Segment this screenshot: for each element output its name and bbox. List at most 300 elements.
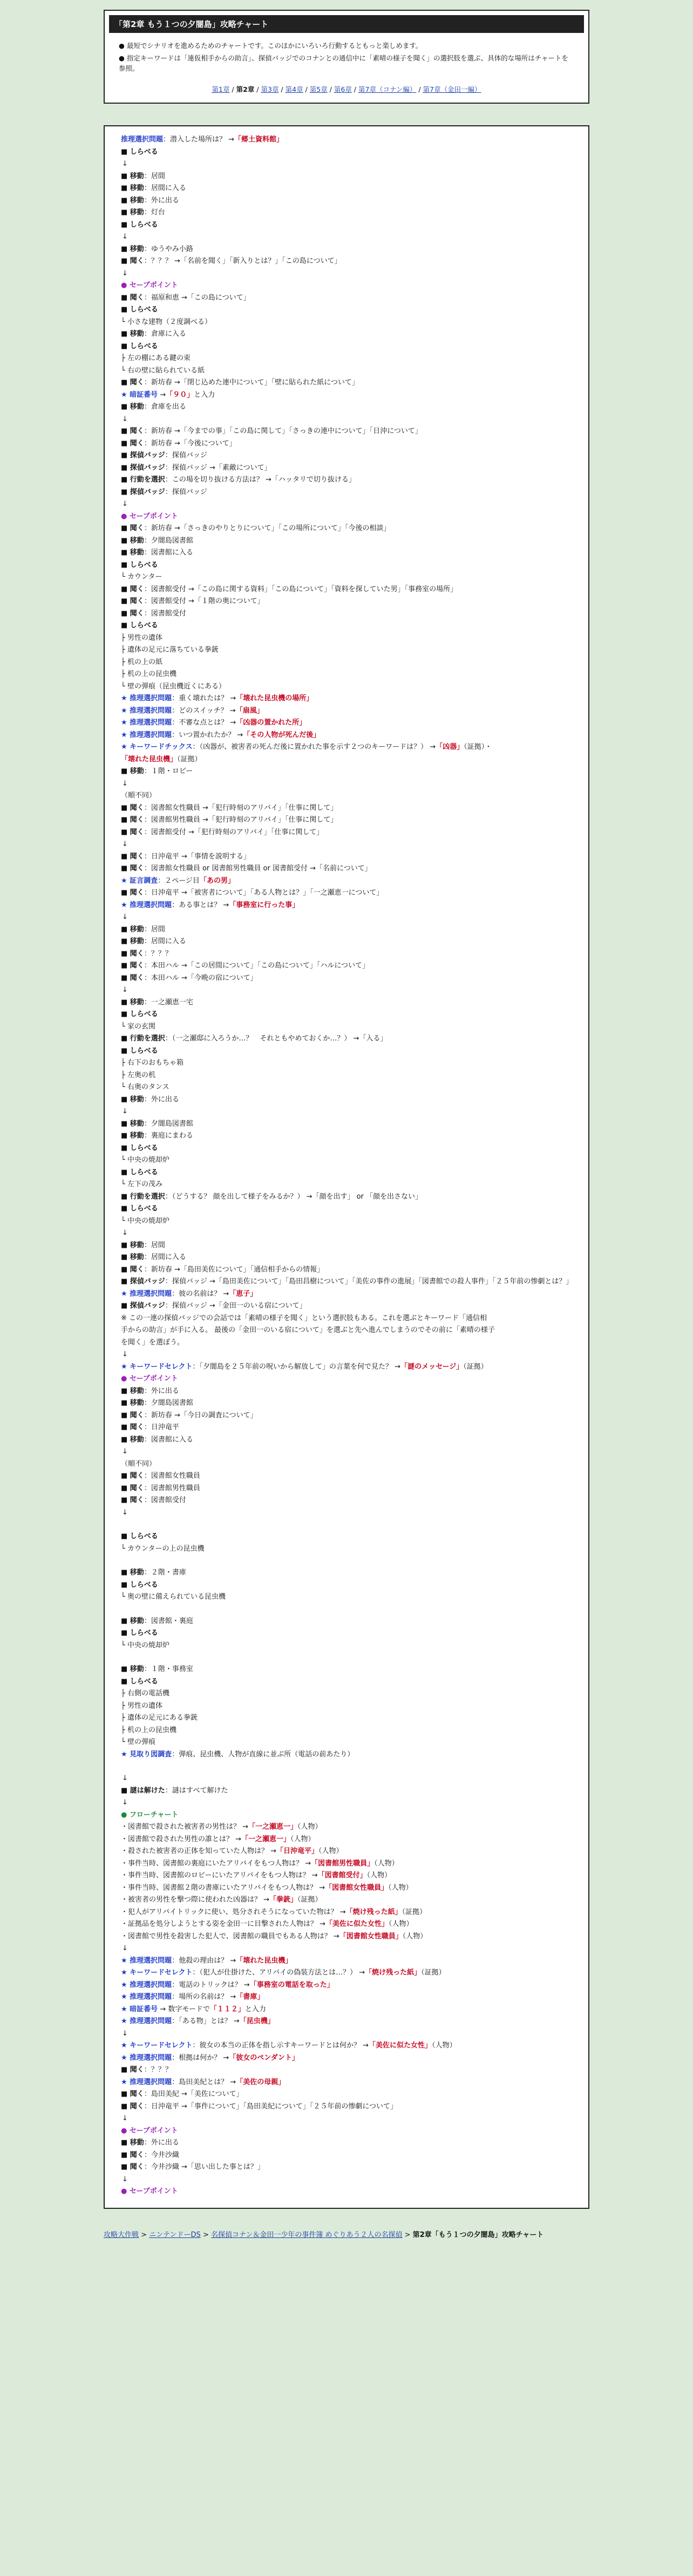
action-kind: ■ 聞く bbox=[121, 524, 144, 532]
chapter-link[interactable]: 第7章（金田一編） bbox=[423, 85, 481, 93]
flowchart-question: ・被害者の男性を撃つ際に使われた凶器は？ → bbox=[121, 1896, 270, 1904]
chart-line-detail: └ 右奥のタンス bbox=[121, 1083, 169, 1091]
chart-line-action bbox=[121, 425, 575, 438]
action-detail: ：図書館受付 bbox=[144, 1496, 186, 1504]
puzzle-kind: ★ キーワードセレクト bbox=[121, 1969, 193, 1977]
action-kind: ■ 移動 bbox=[121, 2139, 144, 2147]
action-detail: ：日沖竜平 bbox=[144, 1423, 179, 1431]
puzzle-answer: 「郷土資料館」 bbox=[234, 136, 284, 144]
action-kind: ■ 聞く bbox=[121, 257, 144, 265]
action-kind: ■ 聞く bbox=[121, 2151, 144, 2159]
action-kind: ■ 行動を選択 bbox=[121, 1192, 165, 1201]
chapter-current: 第2章 bbox=[236, 85, 255, 93]
chart-line-puzzle bbox=[121, 2052, 575, 2065]
chart-line-action bbox=[121, 2137, 575, 2149]
chart-line-action bbox=[121, 1397, 575, 1410]
action-detail: ：夕闇島図書館 bbox=[144, 1119, 193, 1128]
chart-line-puzzle bbox=[121, 1979, 575, 1992]
flowchart-item bbox=[121, 1821, 575, 1834]
action-detail: ：本田ハル →「この居間について」「この島について」「ハルについて」 bbox=[144, 962, 370, 970]
action-detail: ：外に出る bbox=[144, 196, 179, 205]
chart-line-action bbox=[121, 1785, 575, 1797]
action-detail: ：倉庫を出る bbox=[144, 403, 186, 411]
flow-arrow: ↓ bbox=[122, 840, 128, 848]
chapter-nav: 第1章 / 第2章 / 第3章 / 第4章 / 第5章 / 第6章 / 第7章（コナン編） / 第7章（金田一編） bbox=[212, 85, 481, 93]
flowchart-item bbox=[121, 1845, 575, 1858]
action-detail: ：図書館・裏庭 bbox=[144, 1617, 193, 1625]
chart-line-action bbox=[121, 474, 575, 486]
action-detail: ：図書館女性職員 or 図書館男性職員 or 図書館受付 →「名前について」 bbox=[144, 864, 372, 873]
flowchart-question: ・事件当時、図書館の裏庭にいたアリバイをもつ人物は？ → bbox=[121, 1859, 311, 1868]
action-kind: ■ 移動 bbox=[121, 184, 144, 192]
puzzle-question: ：潜入した場所は？ → bbox=[163, 136, 235, 144]
puzzle-kind: ★ 推理選択問題 bbox=[121, 2078, 172, 2086]
chart-line-investigate: ■ しらべる bbox=[121, 342, 158, 350]
chart-line-action bbox=[121, 936, 575, 948]
puzzle-note: と入力 bbox=[244, 2005, 266, 2013]
puzzle-kind: ★ 暗証番号 bbox=[121, 2005, 158, 2013]
action-kind: ■ 移動 bbox=[121, 1665, 144, 1673]
action-detail: ：外に出る bbox=[144, 2139, 179, 2147]
chart-line-detail: ├ 男性の遺体 bbox=[121, 1701, 162, 1710]
flow-arrow: ↓ bbox=[122, 1944, 128, 1952]
chart-line-detail: ├ 机の上の昆虫機 bbox=[121, 1726, 176, 1734]
flowchart-question: ・図書館で殺された被害者の男性は？ → bbox=[121, 1823, 249, 1831]
action-detail: ：（どうする？ 顔を出して様子をみるか？） →「顔を出す」 or 「顔を出さない」 bbox=[165, 1192, 423, 1201]
action-detail: ：島田美紀 →「美佐について」 bbox=[144, 2090, 243, 2098]
action-kind: ■ 移動 bbox=[121, 196, 144, 205]
puzzle-kind: ★ 暗証番号 bbox=[121, 390, 158, 399]
chart-line-action bbox=[121, 887, 575, 900]
action-detail: ：１階・事務室 bbox=[144, 1665, 193, 1673]
action-detail: ：図書館受付 →「この島に関する資料」「この島について」「資料を探していた男」「事務室の場所」 bbox=[144, 585, 458, 593]
chart-line-detail: を聞く」を選ぼう。 bbox=[121, 1338, 185, 1347]
chart-line-detail: ├ 右下のおもちゃ箱 bbox=[121, 1059, 184, 1067]
chart-line-puzzle bbox=[121, 693, 575, 705]
chart-line-detail: └ 中央の焼却炉 bbox=[121, 1156, 169, 1164]
chart-line-detail: └ 家の玄関 bbox=[121, 1022, 155, 1031]
action-detail: ：？？？ bbox=[144, 949, 172, 958]
chapter-link[interactable]: 第3章 bbox=[261, 85, 279, 93]
chart-line-detail: ※ この一連の探偵バッジでの会話では「素晴の様子を聞く」という選択肢もある。これを選ぶとキーワード「通信相 bbox=[121, 1314, 487, 1322]
action-kind: ■ 聞く bbox=[121, 1265, 144, 1274]
action-kind: ■ 移動 bbox=[121, 536, 144, 545]
flow-arrow: ↓ bbox=[122, 415, 128, 423]
chart-line-action bbox=[121, 1252, 575, 1264]
action-kind: ■ 聞く bbox=[121, 864, 144, 873]
action-detail: ：日沖竜平 →「事件について」「島田美紀について」「２５年前の惨劇について」 bbox=[144, 2102, 398, 2111]
puzzle-kind: ★ 推理選択問題 bbox=[121, 719, 172, 727]
puzzle-kind: ★ 推理選択問題 bbox=[121, 901, 172, 909]
action-kind: ■ 聞く bbox=[121, 889, 144, 897]
puzzle-kind: ★ キーワードセレクト bbox=[121, 1362, 193, 1371]
chart-line-puzzle bbox=[121, 900, 575, 912]
puzzle-answer: 「壊れた昆虫機」 bbox=[121, 755, 178, 763]
breadcrumb bbox=[104, 2230, 589, 2246]
action-detail: ：ゆうやみ小路 bbox=[144, 245, 193, 253]
breadcrumb-separator: > bbox=[139, 2230, 150, 2239]
action-detail: ：福原和恵 →「この島について」 bbox=[144, 293, 250, 302]
chart-line-action bbox=[121, 462, 575, 475]
puzzle-answer: 「美佐に似た女性」 bbox=[369, 2041, 432, 2050]
puzzle-kind: ★ 推理選択問題 bbox=[121, 1980, 172, 1989]
save-point: ● セーブポイント bbox=[121, 281, 178, 289]
chart-line-puzzle bbox=[121, 1955, 575, 1968]
chapter-link[interactable]: 第4章 bbox=[285, 85, 303, 93]
action-detail: ：夕闇島図書館 bbox=[144, 1399, 193, 1407]
page-title: 「第2章 もう１つの夕闇島」攻略チャート bbox=[109, 15, 584, 33]
intro-line: ● 指定キーワードは「連仮相手からの助言」、探偵バッジでのコナンとの通信中に「素晴の様子を聞く」の選択肢を選ぶ、具体的な場所はチャートを参照。 bbox=[119, 54, 568, 72]
action-kind: ■ 探偵バッジ bbox=[121, 463, 165, 472]
save-point: ● セーブポイント bbox=[121, 2187, 178, 2195]
chart-line-detail: └ 壁の弾痕 bbox=[121, 1738, 155, 1746]
puzzle-question: ：弾痕、昆虫機、人物が直線に並ぶ所（電話の前あたり） bbox=[172, 1750, 355, 1759]
chart-line-investigate: ■ しらべる bbox=[121, 147, 158, 156]
chart-line-puzzle bbox=[121, 1991, 575, 2004]
action-detail: ：２階・書庫 bbox=[144, 1568, 186, 1577]
chart-line-investigate: ■ しらべる bbox=[121, 306, 158, 314]
flowchart-item bbox=[121, 1918, 575, 1931]
flow-arrow: ↓ bbox=[122, 2175, 128, 2183]
chart-line-action bbox=[121, 438, 575, 450]
chart-line-detail: （順不同） bbox=[121, 1459, 157, 1468]
puzzle-question: ：不審な点とは？ → bbox=[172, 719, 236, 727]
puzzle-question: ：どのスイッチ？ → bbox=[172, 706, 236, 715]
action-kind: ■ 聞く bbox=[121, 1472, 144, 1480]
chart-line-action bbox=[121, 960, 575, 972]
flowchart-question: ・図書館で殺された男性の誰とは？ → bbox=[121, 1835, 242, 1843]
puzzle-question: ：電話のトリックは？ → bbox=[172, 1980, 250, 1989]
action-kind: ■ 移動 bbox=[121, 1568, 144, 1577]
flowchart-item bbox=[121, 1882, 575, 1895]
action-detail: ：探偵バッジ →「島田美佐について」「島田昌樹について」「美佐の事件の進展」「図書館での殺人事件」「２５年前の惨劇とは？」 bbox=[165, 1277, 573, 1286]
chart-line-detail: └ 小さな建物（２度調べる） bbox=[121, 317, 212, 326]
chart-line-action bbox=[121, 924, 575, 936]
puzzle-answer: 「９０」 bbox=[166, 390, 194, 399]
chapter-link[interactable]: 第1章 bbox=[212, 85, 230, 93]
flowchart-question: ・証拠品を処分しようとする姿を金田一に目撃された人物は？ → bbox=[121, 1920, 326, 1928]
action-detail: ：外に出る bbox=[144, 1387, 179, 1395]
breadcrumb-link[interactable]: 攻略大作戦 bbox=[104, 2230, 139, 2239]
action-kind: ■ 移動 bbox=[121, 549, 144, 557]
puzzle-answer: 「その人物が死んだ後」 bbox=[243, 731, 321, 739]
action-kind: ■ 移動 bbox=[121, 403, 144, 411]
action-kind: ■ 移動 bbox=[121, 925, 144, 934]
action-kind: ■ 聞く bbox=[121, 962, 144, 970]
puzzle-kind: 推理選択問題 bbox=[121, 136, 164, 144]
chart-line-puzzle bbox=[121, 1967, 575, 1979]
action-detail: ：日沖竜平 →「被害者について」「ある人物とは？」「一之瀬恵一について」 bbox=[144, 889, 384, 897]
chart-line-action bbox=[121, 244, 575, 256]
chapter-link[interactable]: 第7章（コナン編） bbox=[358, 85, 417, 93]
chart-line-action bbox=[121, 171, 575, 183]
flow-arrow: ↓ bbox=[122, 1774, 128, 1782]
chart-line-action bbox=[121, 1300, 575, 1313]
chart-line-detail: └ 中央の焼却炉 bbox=[121, 1216, 169, 1225]
flowchart-question: ・事件当時、図書館のロビーにいたアリバイをもつ人物は？ → bbox=[121, 1871, 318, 1879]
action-kind: ■ 移動 bbox=[121, 172, 144, 180]
chart-line-detail: └ 左下の茂み bbox=[121, 1180, 162, 1188]
flowchart-answer: 「図書館受付」 bbox=[317, 1871, 367, 1879]
flowchart-answer: 「焼け残った紙」 bbox=[345, 1908, 402, 1916]
action-kind: ■ 聞く bbox=[121, 973, 144, 982]
action-kind: ■ 聞く bbox=[121, 852, 144, 861]
action-detail: ：図書館女性職員 bbox=[144, 1472, 200, 1480]
chart-line-action bbox=[121, 2101, 575, 2113]
flowchart-item bbox=[121, 1931, 575, 1943]
breadcrumb-separator: > bbox=[402, 2230, 413, 2239]
action-detail: ：探偵バッジ bbox=[165, 451, 207, 459]
chart-line-action bbox=[121, 2064, 575, 2077]
chart-line-investigate: ■ しらべる bbox=[121, 1205, 158, 1213]
puzzle-note: （証拠） bbox=[177, 755, 202, 763]
action-kind: ■ 移動 bbox=[121, 330, 144, 338]
chart-line-investigate: ■ しらべる bbox=[121, 1010, 158, 1018]
flow-arrow: ↓ bbox=[122, 1107, 128, 1115]
chart-line-puzzle bbox=[121, 2004, 575, 2016]
puzzle-kind: ★ 推理選択問題 bbox=[121, 1993, 172, 2001]
puzzle-answer: 「書庫」 bbox=[236, 1993, 264, 2001]
action-detail: ：居間 bbox=[144, 925, 165, 934]
flowchart-answer: 「一之瀬恵一」 bbox=[241, 1835, 291, 1843]
chart-line-puzzle bbox=[121, 2040, 575, 2052]
chart-line-investigate: ■ しらべる bbox=[121, 220, 158, 229]
action-detail: ：探偵バッジ bbox=[165, 488, 207, 496]
action-detail: ：図書館男性職員 →「犯行時刻のアリバイ」「仕事に関して」 bbox=[144, 816, 338, 824]
chart-line-investigate: ■ しらべる bbox=[121, 1168, 158, 1177]
chart-line-investigate: ■ しらべる bbox=[121, 1046, 158, 1055]
action-kind: ■ 聞く bbox=[121, 816, 144, 824]
chart-line-detail: ├ 左の棚にある鍵の束 bbox=[121, 354, 191, 362]
chart-line-detail: ├ 右側の電話機 bbox=[121, 1689, 169, 1698]
action-kind: ■ 聞く bbox=[121, 439, 144, 448]
flowchart-item bbox=[121, 1906, 575, 1919]
action-detail: ：外に出る bbox=[144, 1095, 179, 1104]
chart-line-puzzle bbox=[121, 729, 575, 742]
flowchart-answer: 「一之瀬恵一」 bbox=[248, 1823, 298, 1831]
action-kind: ■ 探偵バッジ bbox=[121, 488, 165, 496]
chart-line-detail: └ 奥の壁に備えられている昆虫機 bbox=[121, 1593, 226, 1601]
action-detail: ：居間に入る bbox=[144, 184, 186, 192]
puzzle-kind: ★ 証言調査 bbox=[121, 876, 158, 885]
save-point: ● セーブポイント bbox=[121, 512, 178, 520]
flow-arrow: ↓ bbox=[122, 986, 128, 994]
action-kind: ■ 聞く bbox=[121, 585, 144, 593]
action-detail: ：探偵バッジ →「金田一のいる宿について」 bbox=[165, 1302, 307, 1310]
chart-line-action bbox=[121, 2149, 575, 2162]
puzzle-note: （証拠） bbox=[421, 1969, 446, 1977]
chart-line-continued bbox=[121, 754, 575, 766]
action-kind: ■ 行動を選択 bbox=[121, 1035, 165, 1043]
chart-line-action bbox=[121, 1130, 575, 1142]
action-detail: ：図書館受付 →「犯行時刻のアリバイ」「仕事に関して」 bbox=[144, 828, 324, 836]
puzzle-question: ：「ある物」とは？ → bbox=[172, 2017, 240, 2025]
action-detail: ：居間 bbox=[144, 1241, 165, 1249]
breadcrumb-current: 第2章「もう１つの夕闇島」攻略チャート bbox=[412, 2230, 544, 2239]
flow-arrow: ↓ bbox=[122, 500, 128, 508]
action-detail: ：裏庭にまわる bbox=[144, 1132, 193, 1140]
chart-line-puzzle bbox=[121, 1361, 575, 1374]
puzzle-answer: 「恵子」 bbox=[229, 1289, 257, 1298]
puzzle-answer: 「昆虫機」 bbox=[239, 2017, 275, 2025]
chart-line-puzzle bbox=[121, 717, 575, 729]
puzzle-question: ：彼女の本当の正体を指し示すキーワードとは何か？ → bbox=[192, 2041, 369, 2050]
save-point: ● セーブポイント bbox=[121, 2126, 178, 2135]
chart-line-puzzle bbox=[121, 1288, 575, 1301]
flow-arrow: ↓ bbox=[122, 1448, 128, 1456]
flowchart-heading: ● フローチャート bbox=[121, 1810, 179, 1819]
action-detail: ：（一之瀬邸に入ろうか…？ それともやめておくか…？） →「入る」 bbox=[165, 1035, 388, 1043]
action-detail: ：？？？ →「名前を聞く」「新入りとは？」「この島について」 bbox=[144, 257, 342, 265]
action-kind: ■ 探偵バッジ bbox=[121, 1302, 165, 1310]
flowchart-answer: 「日沖竜平」 bbox=[276, 1847, 319, 1855]
action-kind: ■ 移動 bbox=[121, 998, 144, 1006]
chart-line-puzzle bbox=[121, 741, 575, 754]
action-kind: ■ 聞く bbox=[121, 1423, 144, 1431]
breadcrumb-link[interactable]: ニンテンドーDS bbox=[149, 2230, 201, 2239]
flowchart-item bbox=[121, 1834, 575, 1846]
chart-line-investigate: ■ しらべる bbox=[121, 1629, 158, 1637]
action-kind: ■ 移動 bbox=[121, 1241, 144, 1249]
action-kind: ■ 聞く bbox=[121, 949, 144, 958]
flowchart-note: （人物） bbox=[402, 1932, 427, 1941]
chart-line-action bbox=[121, 1264, 575, 1276]
puzzle-question: ：彼の名前は？ → bbox=[172, 1289, 229, 1298]
puzzle-note: （人物） bbox=[432, 2041, 457, 2050]
chart-line-action bbox=[121, 1567, 575, 1579]
puzzle-kind: ★ 推理選択問題 bbox=[121, 2053, 172, 2062]
puzzle-note: と入力 bbox=[194, 390, 215, 399]
spacer bbox=[121, 1761, 575, 1773]
action-kind: ■ 聞く bbox=[121, 609, 144, 618]
chart-line-action bbox=[121, 1276, 575, 1288]
action-kind: ■ 聞く bbox=[121, 2102, 144, 2111]
chart-line-action bbox=[121, 535, 575, 547]
flowchart-note: （人物） bbox=[374, 1859, 399, 1868]
chart-line-investigate: ■ しらべる bbox=[121, 1677, 158, 1686]
action-detail: ：探偵バッジ →「素敵について」 bbox=[165, 463, 271, 472]
action-kind: ■ 移動 bbox=[121, 1617, 144, 1625]
puzzle-answer: 「凶器」 bbox=[436, 743, 464, 751]
chart-line-detail: └ カウンターの上の昆虫機 bbox=[121, 1544, 205, 1553]
flowchart-question: ・事件当時、図書館２階の書庫にいたアリバイをもつ人物は？ → bbox=[121, 1883, 325, 1892]
flowchart-answer: 「図書館女性職員」 bbox=[339, 1932, 403, 1941]
action-kind: ■ 聞く bbox=[121, 803, 144, 812]
action-kind: ■ 移動 bbox=[121, 1435, 144, 1444]
puzzle-question: ：ある事とは？ → bbox=[172, 901, 229, 909]
puzzle-answer: 「凶器の置かれた所」 bbox=[236, 719, 307, 727]
chart-box bbox=[104, 125, 589, 2209]
puzzle-kind: ★ 推理選択問題 bbox=[121, 706, 172, 715]
action-kind: ■ 聞く bbox=[121, 2066, 144, 2074]
chart-line-action bbox=[121, 547, 575, 559]
flowchart-note: （人物） bbox=[297, 1823, 322, 1831]
puzzle-answer: 「扇風」 bbox=[235, 706, 264, 715]
chart-line-action bbox=[121, 863, 575, 875]
puzzle-answer: 「謎のメッセージ」 bbox=[400, 1362, 464, 1371]
puzzle-kind: ★ 推理選択問題 bbox=[121, 694, 172, 702]
chart-line-action bbox=[121, 1033, 575, 1045]
action-detail: ：新坊春 →「今日の調査について」 bbox=[144, 1411, 257, 1419]
chart-line-action bbox=[121, 1191, 575, 1204]
flowchart-note: （証拠） bbox=[297, 1896, 322, 1904]
puzzle-question: ：（凶器が、被害者の死んだ後に置かれた事を示す２つのキーワードは？） → bbox=[192, 743, 436, 751]
flowchart-note: （人物） bbox=[290, 1835, 315, 1843]
action-kind: ■ 聞く bbox=[121, 1484, 144, 1492]
flowchart-answer: 「拳銃」 bbox=[269, 1896, 298, 1904]
action-kind: ■ 探偵バッジ bbox=[121, 1277, 165, 1286]
chart-line-detail: ├ 男性の遺体 bbox=[121, 633, 162, 642]
action-kind: ■ 移動 bbox=[121, 1399, 144, 1407]
action-detail: ：灯台 bbox=[144, 208, 165, 217]
chart-line-detail: ├ 机の上の紙 bbox=[121, 658, 162, 666]
puzzle-question: ：「夕闇島を２５年前の呪いから解放して」の言葉を何で見た？ → bbox=[192, 1362, 401, 1371]
chart-line-action bbox=[121, 766, 575, 778]
action-kind: ■ 移動 bbox=[121, 1095, 144, 1104]
action-detail: ：新坊春 →「島田美佐について」「通信相手からの情報」 bbox=[144, 1265, 324, 1274]
flowchart-note: （証拠） bbox=[402, 1908, 427, 1916]
chart-line-puzzle bbox=[121, 2016, 575, 2028]
chart-line-action bbox=[121, 1118, 575, 1131]
chart-line-action bbox=[121, 450, 575, 462]
chart-line-action bbox=[121, 207, 575, 219]
puzzle-kind: ★ キーワードチックス bbox=[121, 743, 193, 751]
flow-arrow: ↓ bbox=[122, 2029, 128, 2038]
action-kind: ■ 移動 bbox=[121, 245, 144, 253]
chart-line-action bbox=[121, 997, 575, 1009]
action-detail: ：本田ハル →「今晩の宿について」 bbox=[144, 973, 257, 982]
action-detail: ：居間 bbox=[144, 172, 165, 180]
chart-line-action bbox=[121, 486, 575, 499]
flowchart-item bbox=[121, 1858, 575, 1870]
action-detail: ：一之瀬恵一宅 bbox=[144, 998, 193, 1006]
chart-line-detail: └ 右の壁に貼られている紙 bbox=[121, 366, 205, 375]
puzzle-question: ：２ページ目 bbox=[158, 876, 200, 885]
flow-arrow: ↓ bbox=[122, 1799, 128, 1807]
flow-arrow: ↓ bbox=[122, 1229, 128, 1237]
action-kind: ■ 移動 bbox=[121, 1119, 144, 1128]
flowchart-note: （人物） bbox=[389, 1920, 413, 1928]
action-kind: ■ 移動 bbox=[121, 1253, 144, 1261]
chapter-link[interactable]: 第5章 bbox=[309, 85, 328, 93]
action-detail: ：新坊春 →「閉じ込めた連中について」「壁に貼られた紙について」 bbox=[144, 378, 359, 387]
puzzle-answer: 「事務室の電話を取った」 bbox=[249, 1980, 334, 1989]
flowchart-answer: 「図書館女性職員」 bbox=[325, 1883, 389, 1892]
chart-line-puzzle bbox=[121, 2077, 575, 2089]
action-detail: ：１階・ロビー bbox=[144, 767, 193, 775]
puzzle-kind: ★ 推理選択問題 bbox=[121, 1956, 172, 1965]
action-kind: ■ 聞く bbox=[121, 597, 144, 605]
chart-line-detail: └ カウンター bbox=[121, 573, 162, 581]
action-detail: ：図書館に入る bbox=[144, 549, 193, 557]
action-kind: ■ 移動 bbox=[121, 208, 144, 217]
chart-line-detail: ├ 遺体の足元に落ちている拳銃 bbox=[121, 646, 219, 654]
flowchart-answer: 「図書館男性職員」 bbox=[311, 1859, 375, 1868]
flowchart-question: ・犯人がアリバイトリックに使い、処分されそうになっていた物は？ → bbox=[121, 1908, 346, 1916]
chart-line-action bbox=[121, 814, 575, 827]
chart-line-detail: （順不同） bbox=[121, 792, 157, 800]
action-kind: ■ 聞く bbox=[121, 378, 144, 387]
action-kind: ■ 聞く bbox=[121, 2090, 144, 2098]
chart-line-action bbox=[121, 1483, 575, 1495]
chapter-link[interactable]: 第6章 bbox=[334, 85, 352, 93]
chart-line-detail: 手からの助言」が手に入る。 最後の「金田一のいる宿について」を選ぶと先へ進んでしまうのでその前に「素晴の様子 bbox=[121, 1326, 495, 1334]
flowchart-answer: 「美佐に似た女性」 bbox=[325, 1920, 389, 1928]
breadcrumb-link[interactable]: 名探偵コナン＆金田一少年の事件簿 めぐりあう２人の名探偵 bbox=[210, 2230, 403, 2239]
puzzle-answer: 「彼女のペンダント」 bbox=[229, 2053, 299, 2062]
action-detail: ：日沖竜平 →「事情を説明する」 bbox=[144, 852, 250, 861]
puzzle-question: ：島田美紀とは？ → bbox=[172, 2078, 236, 2086]
